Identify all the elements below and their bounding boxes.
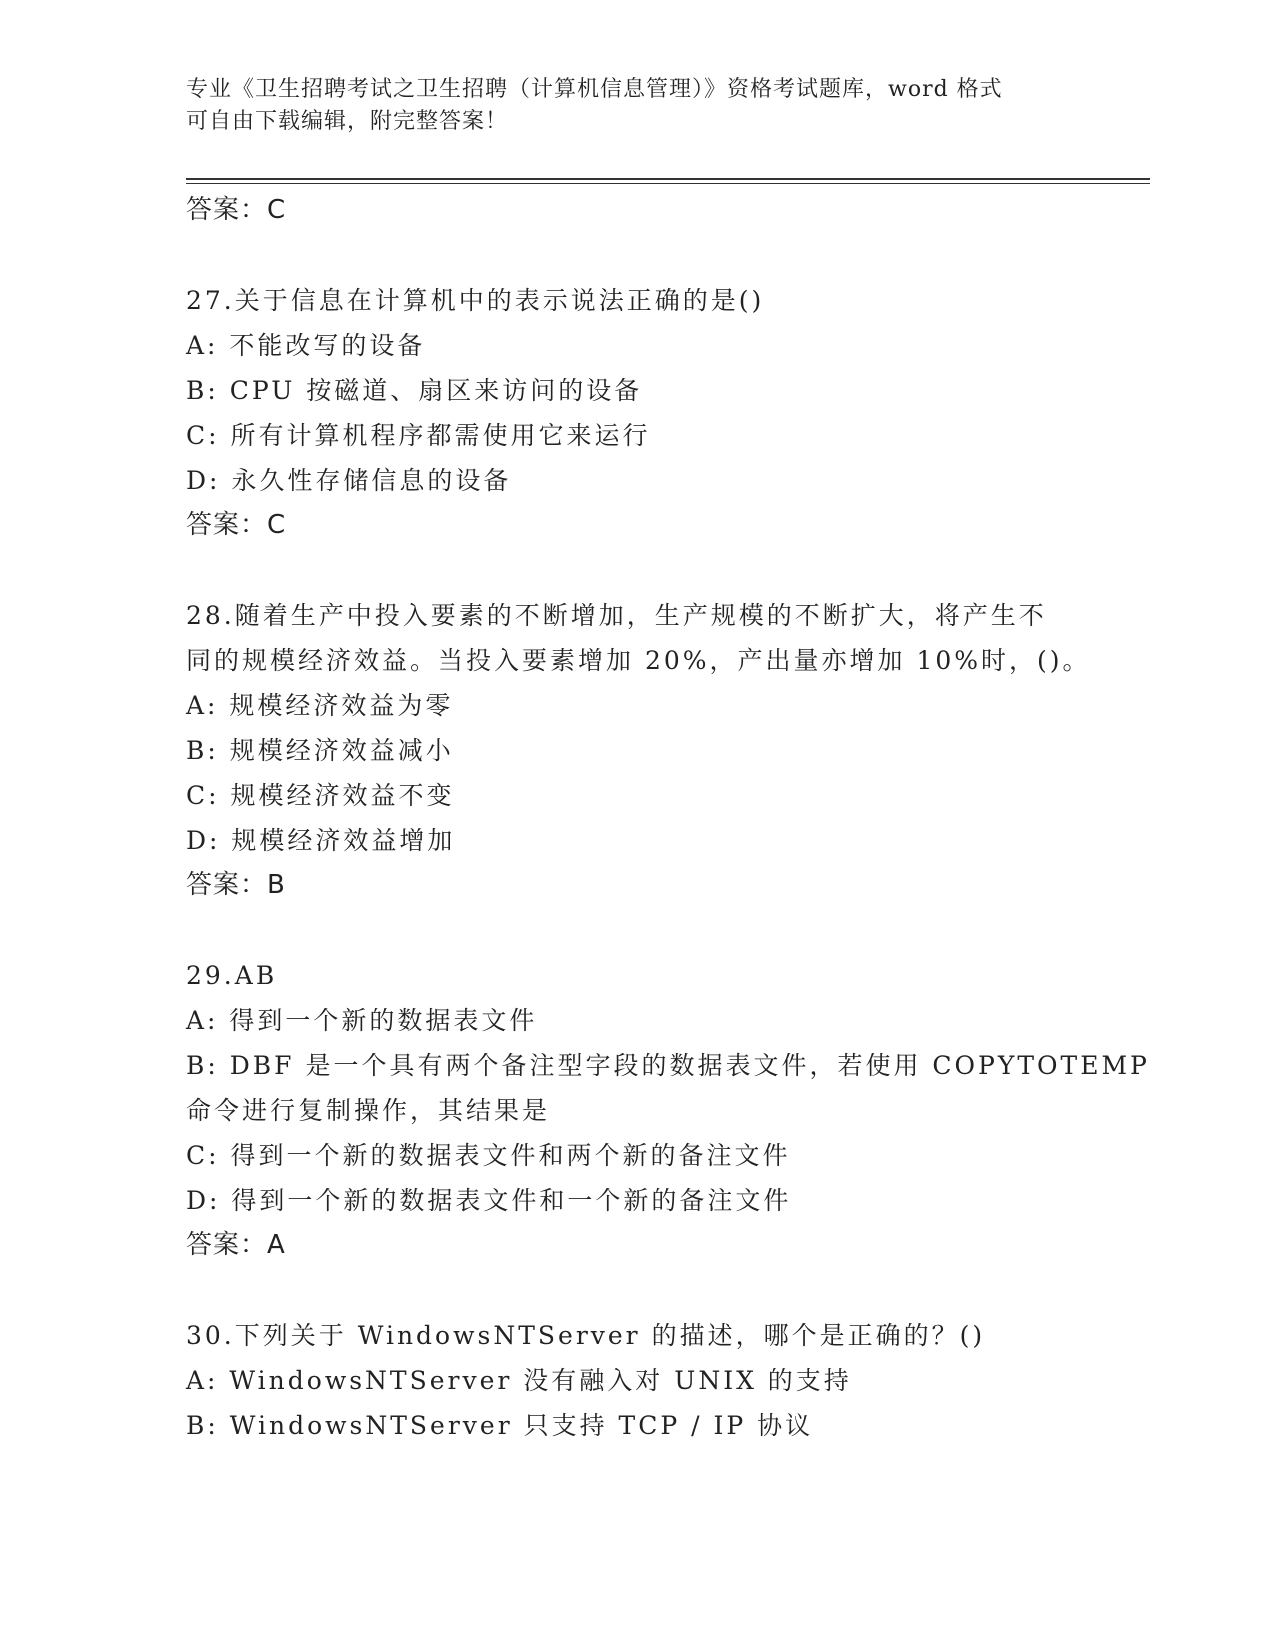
question-block xyxy=(186,593,1091,908)
spacer xyxy=(186,233,1086,278)
option-d: D: 得到一个新的数据表文件和一个新的备注文件 xyxy=(186,1186,792,1215)
option-c: C: 得到一个新的数据表文件和两个新的备注文件 xyxy=(186,1141,791,1170)
option-b: B: DBF 是一个具有两个备注型字段的数据表文件，若使用 COPYTOTEMP xyxy=(186,1051,1150,1080)
question-block xyxy=(186,278,1086,548)
question-stem-continued: 同的规模经济效益。当投入要素增加 20%，产出量亦增加 10%时，()。 xyxy=(186,646,1091,675)
option-c: C: 所有计算机程序都需使用它来运行 xyxy=(186,421,651,450)
document-body xyxy=(186,188,1150,1448)
option-a: A: 不能改写的设备 xyxy=(186,331,426,360)
spacer xyxy=(186,1268,1086,1313)
answer-line: 答案：B xyxy=(186,870,286,900)
spacer xyxy=(186,548,1086,593)
question-stem: 30.下列关于 WindowsNTServer 的描述，哪个是正确的？() xyxy=(186,1321,986,1350)
page-header xyxy=(186,74,1066,138)
header-divider xyxy=(186,178,1150,180)
answer-line: 答案：C xyxy=(186,510,287,540)
question-stem: 29.AB xyxy=(186,961,278,990)
option-a: A: 得到一个新的数据表文件 xyxy=(186,1006,538,1035)
header-divider-thin xyxy=(186,183,1150,184)
option-a: A: 规模经济效益为零 xyxy=(186,691,454,720)
option-d: D: 规模经济效益增加 xyxy=(186,826,456,855)
option-b: B: CPU 按磁道、扇区来访问的设备 xyxy=(186,376,643,405)
header-line: 可自由下载编辑，附完整答案！ xyxy=(186,109,509,134)
spacer xyxy=(186,908,1086,953)
question-stem: 28.随着生产中投入要素的不断增加，生产规模的不断扩大，将产生不 xyxy=(186,601,1047,630)
question-stem: 27.关于信息在计算机中的表示说法正确的是() xyxy=(186,286,765,315)
answer-line: 答案：A xyxy=(186,1230,286,1260)
option-a: A: WindowsNTServer 没有融入对 UNIX 的支持 xyxy=(186,1366,852,1395)
option-b: B: WindowsNTServer 只支持 TCP / IP 协议 xyxy=(186,1411,814,1440)
question-block xyxy=(186,953,1150,1268)
question-block xyxy=(186,1313,1086,1448)
option-c: C: 规模经济效益不变 xyxy=(186,781,455,810)
option-b: B: 规模经济效益减小 xyxy=(186,736,454,765)
answer-line: 答案：C xyxy=(186,195,287,225)
option-d: D: 永久性存储信息的设备 xyxy=(186,466,512,495)
header-line: 专业《卫生招聘考试之卫生招聘（计算机信息管理）》资格考试题库，word 格式 xyxy=(186,77,1003,102)
option-b-continued: 命令进行复制操作，其结果是 xyxy=(186,1096,551,1125)
